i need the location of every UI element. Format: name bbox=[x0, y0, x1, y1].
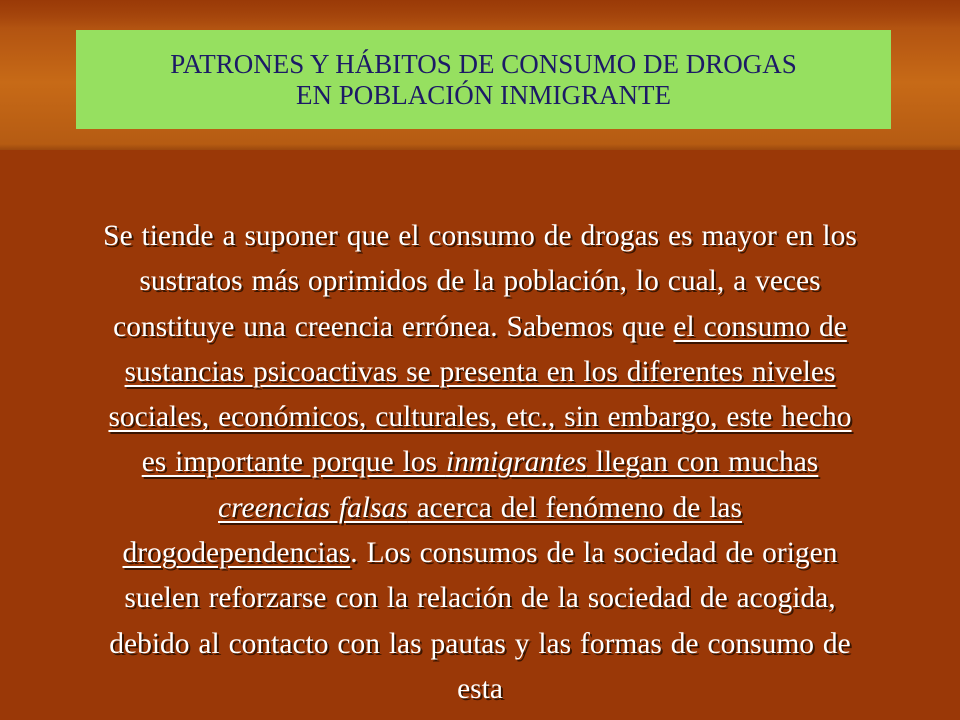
body-line bbox=[14, 259, 946, 304]
body-line bbox=[14, 305, 946, 350]
underlined-text-segment: sustancias psicoactivas se presenta en los diferentes niveles bbox=[124, 355, 836, 388]
underlined-text-segment: es importante porque los bbox=[141, 446, 446, 479]
body-text-segment: sustratos más oprimidos de la población, lo cual, a veces bbox=[139, 265, 821, 298]
body-line bbox=[14, 395, 946, 440]
italic-underlined-text-segment: creencias falsas bbox=[218, 491, 408, 524]
slide-body-text bbox=[14, 214, 946, 712]
body-text-segment: Se tiende a suponer que el consumo de drogas es mayor en los bbox=[103, 220, 857, 252]
body-line bbox=[14, 576, 946, 621]
body-line bbox=[14, 667, 946, 712]
italic-underlined-text-segment: inmigrantes bbox=[445, 446, 587, 479]
body-line bbox=[14, 486, 946, 531]
body-line bbox=[14, 622, 946, 667]
body-line bbox=[14, 350, 946, 395]
underlined-text-segment: llegan con muchas bbox=[586, 446, 819, 479]
title-box bbox=[76, 30, 891, 129]
underlined-text-segment: el consumo de bbox=[673, 310, 847, 343]
underlined-text-segment: acerca del fenómeno de las bbox=[407, 491, 742, 524]
body-text-segment: esta bbox=[457, 672, 503, 705]
body-line bbox=[14, 440, 946, 485]
underlined-text-segment: sociales, económicos, culturales, etc., sin embargo, este hecho bbox=[108, 401, 852, 434]
body-line bbox=[14, 214, 946, 259]
body-text-segment: constituye una creencia errónea. Sabemos que bbox=[113, 310, 674, 343]
underlined-text-segment: drogodependencias bbox=[122, 537, 351, 570]
body-text-segment: debido al contacto con las pautas y las formas de consumo de bbox=[109, 627, 851, 660]
body-line bbox=[14, 531, 946, 576]
body-text-segment: . Los consumos de la sociedad de origen bbox=[350, 537, 838, 570]
slide-title-line-2: EN POBLACIÓN INMIGRANTE bbox=[296, 79, 671, 110]
body-text-segment: suelen reforzarse con la relación de la sociedad de acogida, bbox=[124, 582, 836, 615]
slide-title-line-1: PATRONES Y HÁBITOS DE CONSUMO DE DROGAS bbox=[170, 48, 797, 79]
